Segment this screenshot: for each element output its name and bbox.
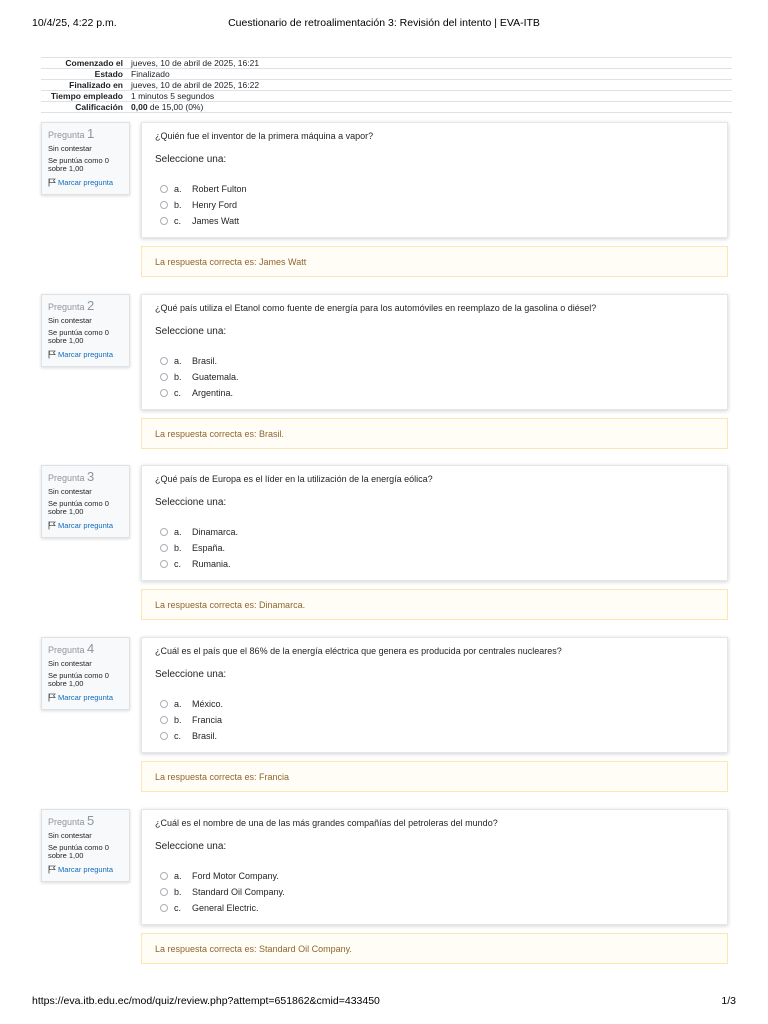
flag-question-link[interactable]: Marcar pregunta — [48, 350, 123, 359]
radio-unchecked-icon[interactable] — [160, 544, 168, 552]
question-state: Sin contestar — [48, 659, 92, 668]
correct-answer-feedback: La respuesta correcta es: Standard Oil Company. — [141, 933, 728, 964]
answer-option[interactable]: a. Robert Fulton — [155, 181, 714, 197]
question-text: ¿Quién fue el inventor de la primera máquina a vapor? — [155, 131, 374, 141]
question-content — [141, 465, 728, 581]
question-state: Sin contestar — [48, 487, 92, 496]
radio-unchecked-icon[interactable] — [160, 217, 168, 225]
answer-prompt: Seleccione una: — [155, 669, 227, 680]
question-1 — [41, 122, 728, 280]
print-date: 10/4/25, 4:22 p.m. — [32, 17, 117, 29]
question-text: ¿Cuál es el nombre de una de las más grandes compañías del petroleras del mundo? — [155, 818, 498, 828]
question-state: Sin contestar — [48, 831, 92, 840]
summary-label: Finalizado en — [69, 80, 123, 90]
attempt-summary-table — [41, 57, 732, 113]
summary-label: Tiempo empleado — [50, 91, 123, 101]
answer-option[interactable]: a. Brasil. — [155, 353, 714, 369]
question-number: Pregunta 4 — [48, 641, 95, 656]
summary-value: jueves, 10 de abril de 2025, 16:21 — [131, 58, 260, 68]
answer-option[interactable]: b. Henry Ford — [155, 197, 714, 213]
answer-option[interactable]: b. Standard Oil Company. — [155, 884, 714, 900]
answer-prompt: Seleccione una: — [155, 326, 227, 337]
answer-option[interactable]: b. Francia — [155, 712, 714, 728]
question-grade: Se puntúa como 0 sobre 1,00 — [48, 328, 109, 345]
correct-answer-feedback: La respuesta correcta es: Francia — [141, 761, 728, 792]
radio-unchecked-icon[interactable] — [160, 357, 168, 365]
radio-unchecked-icon[interactable] — [160, 560, 168, 568]
summary-value: jueves, 10 de abril de 2025, 16:22 — [131, 80, 260, 90]
answer-option[interactable]: c. Rumania. — [155, 556, 714, 572]
answer-list — [155, 868, 714, 916]
answer-list — [155, 353, 714, 401]
question-info — [41, 465, 130, 538]
grade-score: 0,00 — [131, 102, 148, 112]
answer-option[interactable]: a. México. — [155, 696, 714, 712]
summary-value: Finalizado — [131, 69, 170, 79]
question-grade: Se puntúa como 0 sobre 1,00 — [48, 156, 109, 173]
question-info — [41, 637, 130, 710]
summary-label: Estado — [94, 69, 123, 79]
answer-option[interactable]: a. Dinamarca. — [155, 524, 714, 540]
question-3 — [41, 465, 728, 623]
answer-prompt: Seleccione una: — [155, 154, 227, 165]
answer-option[interactable]: c. James Watt — [155, 213, 714, 229]
answer-option[interactable]: a. Ford Motor Company. — [155, 868, 714, 884]
question-state: Sin contestar — [48, 144, 92, 153]
page-number: 1/3 — [721, 995, 736, 1007]
answer-option[interactable]: b. España. — [155, 540, 714, 556]
radio-unchecked-icon[interactable] — [160, 373, 168, 381]
question-number: Pregunta 3 — [48, 469, 95, 484]
print-header — [32, 17, 736, 31]
summary-value — [127, 102, 732, 113]
question-grade: Se puntúa como 0 sobre 1,00 — [48, 843, 109, 860]
correct-answer-feedback: La respuesta correcta es: James Watt — [141, 246, 728, 277]
radio-unchecked-icon[interactable] — [160, 201, 168, 209]
flag-icon — [48, 178, 56, 187]
question-number: Pregunta 2 — [48, 298, 95, 313]
question-info — [41, 294, 130, 367]
radio-unchecked-icon[interactable] — [160, 872, 168, 880]
answer-list — [155, 524, 714, 572]
summary-row-time — [41, 91, 732, 102]
question-text: ¿Qué país de Europa es el líder en la utilización de la energía eólica? — [155, 474, 433, 484]
question-5 — [41, 809, 728, 967]
question-state: Sin contestar — [48, 316, 92, 325]
flag-question-link[interactable]: Marcar pregunta — [48, 521, 123, 530]
answer-option[interactable]: c. Brasil. — [155, 728, 714, 744]
answer-option[interactable]: c. Argentina. — [155, 385, 714, 401]
flag-icon — [48, 693, 56, 702]
summary-label: Comenzado el — [65, 58, 123, 68]
radio-unchecked-icon[interactable] — [160, 389, 168, 397]
radio-unchecked-icon[interactable] — [160, 185, 168, 193]
question-number: Pregunta 1 — [48, 126, 95, 141]
print-footer — [32, 995, 736, 1008]
summary-row-grade — [41, 102, 732, 113]
question-info — [41, 809, 130, 882]
question-2 — [41, 294, 728, 452]
correct-answer-feedback: La respuesta correcta es: Dinamarca. — [141, 589, 728, 620]
question-text: ¿Cuál es el país que el 86% de la energía eléctrica que genera es producida por centrales nucleares? — [155, 646, 562, 656]
question-number: Pregunta 5 — [48, 813, 95, 828]
radio-unchecked-icon[interactable] — [160, 904, 168, 912]
radio-unchecked-icon[interactable] — [160, 732, 168, 740]
question-grade: Se puntúa como 0 sobre 1,00 — [48, 499, 109, 516]
question-info — [41, 122, 130, 195]
answer-prompt: Seleccione una: — [155, 841, 227, 852]
page-url: https://eva.itb.edu.ec/mod/quiz/review.php?attempt=651862&cmid=433450 — [32, 995, 380, 1007]
question-grade: Se puntúa como 0 sobre 1,00 — [48, 671, 109, 688]
flag-icon — [48, 521, 56, 530]
correct-answer-feedback: La respuesta correcta es: Brasil. — [141, 418, 728, 449]
answer-list — [155, 696, 714, 744]
flag-icon — [48, 865, 56, 874]
question-content — [141, 122, 728, 238]
answer-list — [155, 181, 714, 229]
radio-unchecked-icon[interactable] — [160, 528, 168, 536]
answer-option[interactable]: b. Guatemala. — [155, 369, 714, 385]
summary-value: 1 minutos 5 segundos — [131, 91, 215, 101]
summary-label: Calificación — [75, 102, 123, 112]
summary-row-state — [41, 69, 732, 80]
flag-icon — [48, 350, 56, 359]
flag-question-link[interactable]: Marcar pregunta — [48, 178, 123, 187]
question-text: ¿Qué país utiliza el Etanol como fuente de energía para los automóviles en reemplazo de la gasolina o diésel? — [155, 303, 597, 313]
summary-row-finished — [41, 80, 732, 91]
answer-prompt: Seleccione una: — [155, 497, 227, 508]
document-title: Cuestionario de retroalimentación 3: Revisión del intento | EVA-ITB — [228, 17, 540, 29]
radio-unchecked-icon[interactable] — [160, 716, 168, 724]
flag-question-link[interactable]: Marcar pregunta — [48, 693, 123, 702]
question-content — [141, 294, 728, 410]
flag-question-link[interactable]: Marcar pregunta — [48, 865, 123, 874]
radio-unchecked-icon[interactable] — [160, 888, 168, 896]
question-content — [141, 809, 728, 925]
grade-rest: de 15,00 (0%) — [149, 102, 204, 112]
answer-option[interactable]: c. General Electric. — [155, 900, 714, 916]
radio-unchecked-icon[interactable] — [160, 700, 168, 708]
summary-row-started — [41, 58, 732, 69]
question-content — [141, 637, 728, 753]
question-4 — [41, 637, 728, 795]
